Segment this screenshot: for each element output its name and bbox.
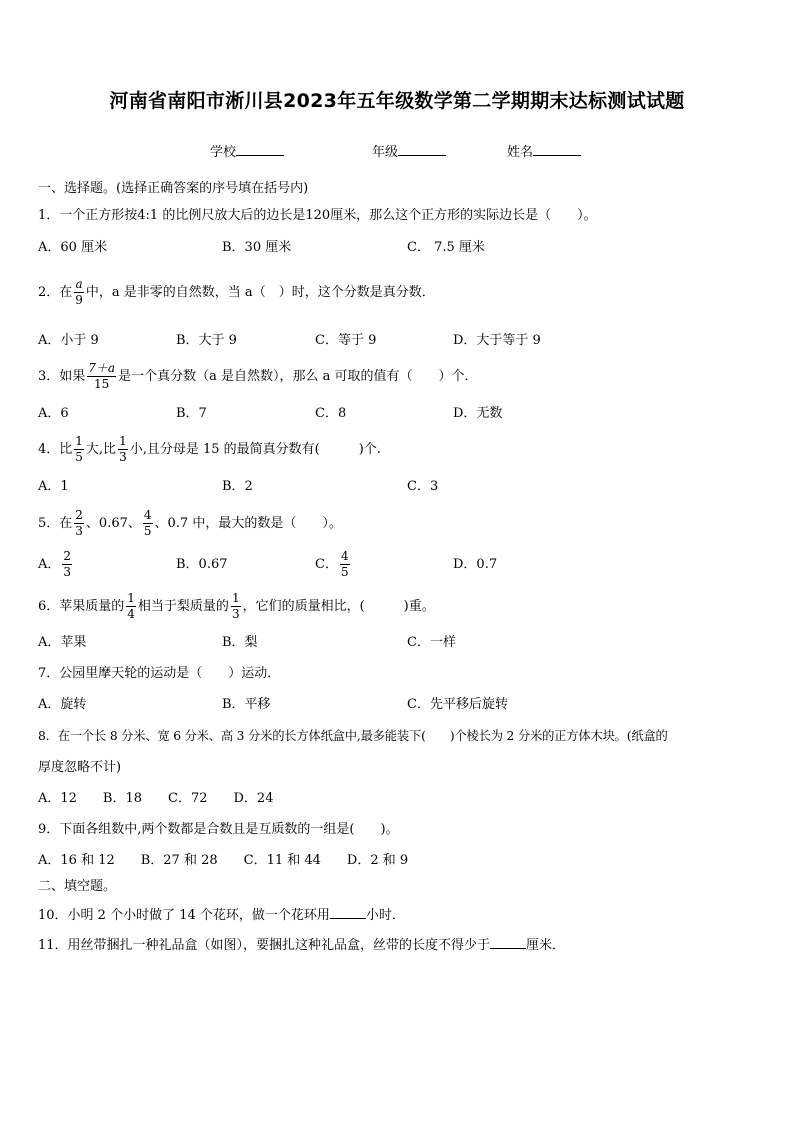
q6-option-b: B．梨 bbox=[222, 635, 258, 650]
q5-option-c-numerator: 4 bbox=[340, 549, 349, 563]
q5-option-c-denominator: 5 bbox=[340, 565, 349, 579]
q5-option-a bbox=[38, 549, 74, 580]
q7-option-a: A．旋转 bbox=[38, 697, 87, 712]
q5-suffix: 、0.7 中，最大的数是（ ）。 bbox=[154, 516, 342, 531]
q5-fraction-2 bbox=[143, 508, 153, 539]
q4-prefix: 4．比 bbox=[38, 442, 73, 457]
question-10 bbox=[38, 906, 405, 924]
q7-option-c: C．先平移后旋转 bbox=[407, 697, 508, 712]
q5-option-a-numerator: 2 bbox=[63, 549, 72, 563]
school-field bbox=[210, 141, 284, 160]
q5-denominator-1: 3 bbox=[75, 524, 83, 538]
q4-numerator-2: 1 bbox=[119, 434, 127, 448]
q3-suffix: 是一个真分数（a 是自然数），那么 a 可取的值有（ ）个． bbox=[118, 369, 478, 384]
page-title: 河南省南阳市淅川县2023年五年级数学第二学期期末达标测试试题 bbox=[109, 90, 685, 112]
q5-option-c bbox=[315, 549, 352, 580]
q1-option-b: B．30 厘米 bbox=[222, 240, 292, 255]
q5-option-c-fraction bbox=[340, 549, 350, 580]
question-2 bbox=[38, 277, 435, 308]
q4-fraction-1 bbox=[74, 434, 84, 465]
q5-middle: 、0.67、 bbox=[85, 516, 141, 531]
q11-answer-blank[interactable] bbox=[490, 936, 526, 949]
q5-option-a-denominator: 3 bbox=[63, 565, 72, 579]
q2-option-c: C．等于 9 bbox=[315, 333, 377, 348]
q6-suffix: ，它们的质量相比，( )重。 bbox=[242, 599, 435, 614]
q1-option-a: A．60 厘米 bbox=[38, 240, 108, 255]
q10-suffix: 小时． bbox=[365, 908, 405, 923]
q5-numerator-1: 2 bbox=[75, 508, 83, 522]
q8-options: A．12 B．18 C．72 D．24 bbox=[38, 791, 274, 806]
question-4 bbox=[38, 434, 381, 465]
q5-numerator-2: 4 bbox=[143, 508, 152, 522]
q2-denominator: 9 bbox=[75, 293, 83, 307]
q6-prefix: 6．苹果质量的 bbox=[38, 599, 125, 614]
q1-option-c: C． 7.5 厘米 bbox=[407, 240, 485, 255]
q6-numerator-1: 1 bbox=[127, 591, 135, 605]
q2-option-d: D．大于等于 9 bbox=[453, 333, 541, 348]
grade-field bbox=[372, 141, 446, 160]
q6-middle: 相当于梨质量的 bbox=[137, 599, 229, 614]
grade-blank bbox=[398, 143, 446, 156]
q6-option-a: A．苹果 bbox=[38, 635, 87, 650]
section-choice-heading: 一、选择题。(选择正确答案的序号填在括号内) bbox=[38, 181, 309, 196]
q6-option-c: C．一样 bbox=[407, 635, 456, 650]
q5-option-a-fraction bbox=[62, 549, 72, 580]
q5-fraction-1 bbox=[74, 508, 84, 539]
grade-label: 年级 bbox=[372, 145, 399, 160]
question-5 bbox=[38, 508, 342, 539]
name-blank bbox=[533, 143, 581, 156]
q4-fraction-2 bbox=[118, 434, 128, 465]
q10-prefix: 10．小明 2 个小时做了 14 个花环，做一个花环用 bbox=[38, 908, 330, 923]
q6-numerator-2: 1 bbox=[231, 591, 240, 605]
q2-prefix: 2．在 bbox=[38, 285, 73, 300]
q4-middle: 大,比 bbox=[85, 442, 117, 457]
q4-denominator-2: 3 bbox=[119, 450, 127, 464]
question-11 bbox=[38, 936, 565, 954]
q5-option-b: B．0.67 bbox=[176, 557, 228, 572]
q6-denominator-2: 3 bbox=[231, 607, 240, 621]
question-9: 9．下面各组数中,两个数都是合数且是互质数的一组是( )。 bbox=[38, 822, 399, 837]
question-7: 7．公园里摩天轮的运动是（ ）运动． bbox=[38, 666, 281, 681]
q2-fraction bbox=[74, 277, 84, 308]
q7-option-b: B．平移 bbox=[222, 697, 271, 712]
q4-option-a: A．1 bbox=[38, 479, 69, 494]
q9-options: A．16 和 12 B．27 和 28 C．11 和 44 D．2 和 9 bbox=[38, 853, 409, 868]
question-8-line-1: 8．在一个长 8 分米、宽 6 分米、高 3 分米的长方体纸盒中,最多能装下( )个棱长为 2 分米的正方体木块。(纸盒的 bbox=[38, 729, 668, 743]
q5-prefix: 5．在 bbox=[38, 516, 73, 531]
q4-denominator-1: 5 bbox=[75, 450, 83, 464]
q6-fraction-1 bbox=[126, 591, 136, 622]
q3-fraction bbox=[87, 361, 116, 392]
q3-option-d: D．无数 bbox=[453, 406, 503, 421]
q3-numerator: 7＋a bbox=[88, 361, 116, 375]
school-blank bbox=[236, 143, 284, 156]
question-3 bbox=[38, 361, 477, 392]
q5-option-d: D．0.7 bbox=[453, 557, 498, 572]
q5-option-c-label: C． bbox=[315, 557, 338, 572]
q3-option-c: C．8 bbox=[315, 406, 347, 421]
q6-denominator-1: 4 bbox=[127, 607, 135, 621]
q5-denominator-2: 5 bbox=[143, 524, 152, 538]
question-8-line-2: 厚度忽略不计) bbox=[38, 760, 122, 775]
q2-suffix: 中，a 是非零的自然数，当 a（ ）时，这个分数是真分数． bbox=[85, 285, 435, 300]
q3-prefix: 3．如果 bbox=[38, 369, 86, 384]
q4-numerator-1: 1 bbox=[75, 434, 83, 448]
q4-option-c: C．3 bbox=[407, 479, 439, 494]
question-1: 1．一个正方形按4:1 的比例尺放大后的边长是120厘米，那么这个正方形的实际边长是（ ）。 bbox=[38, 208, 597, 223]
question-6 bbox=[38, 591, 435, 622]
q11-prefix: 11．用丝带捆扎一种礼品盒（如图），要捆扎这种礼品盒，丝带的长度不得少于 bbox=[38, 938, 491, 953]
q3-option-a: A．6 bbox=[38, 406, 69, 421]
q2-option-b: B．大于 9 bbox=[176, 333, 237, 348]
q5-option-a-label: A． bbox=[38, 557, 61, 572]
q6-fraction-2 bbox=[231, 591, 241, 622]
q3-option-b: B．7 bbox=[176, 406, 207, 421]
q10-answer-blank[interactable] bbox=[330, 906, 366, 919]
section-fill-heading: 二、填空题。 bbox=[38, 879, 117, 894]
q4-option-b: B．2 bbox=[222, 479, 253, 494]
name-label: 姓名 bbox=[507, 145, 534, 160]
q3-denominator: 15 bbox=[94, 377, 110, 391]
q2-numerator: a bbox=[75, 277, 83, 291]
q4-suffix: 小,且分母是 15 的最简真分数有( )个. bbox=[129, 442, 381, 457]
q11-suffix: 厘米． bbox=[526, 938, 566, 953]
name-field bbox=[507, 141, 581, 160]
school-label: 学校 bbox=[210, 145, 237, 160]
q2-option-a: A．小于 9 bbox=[38, 333, 99, 348]
